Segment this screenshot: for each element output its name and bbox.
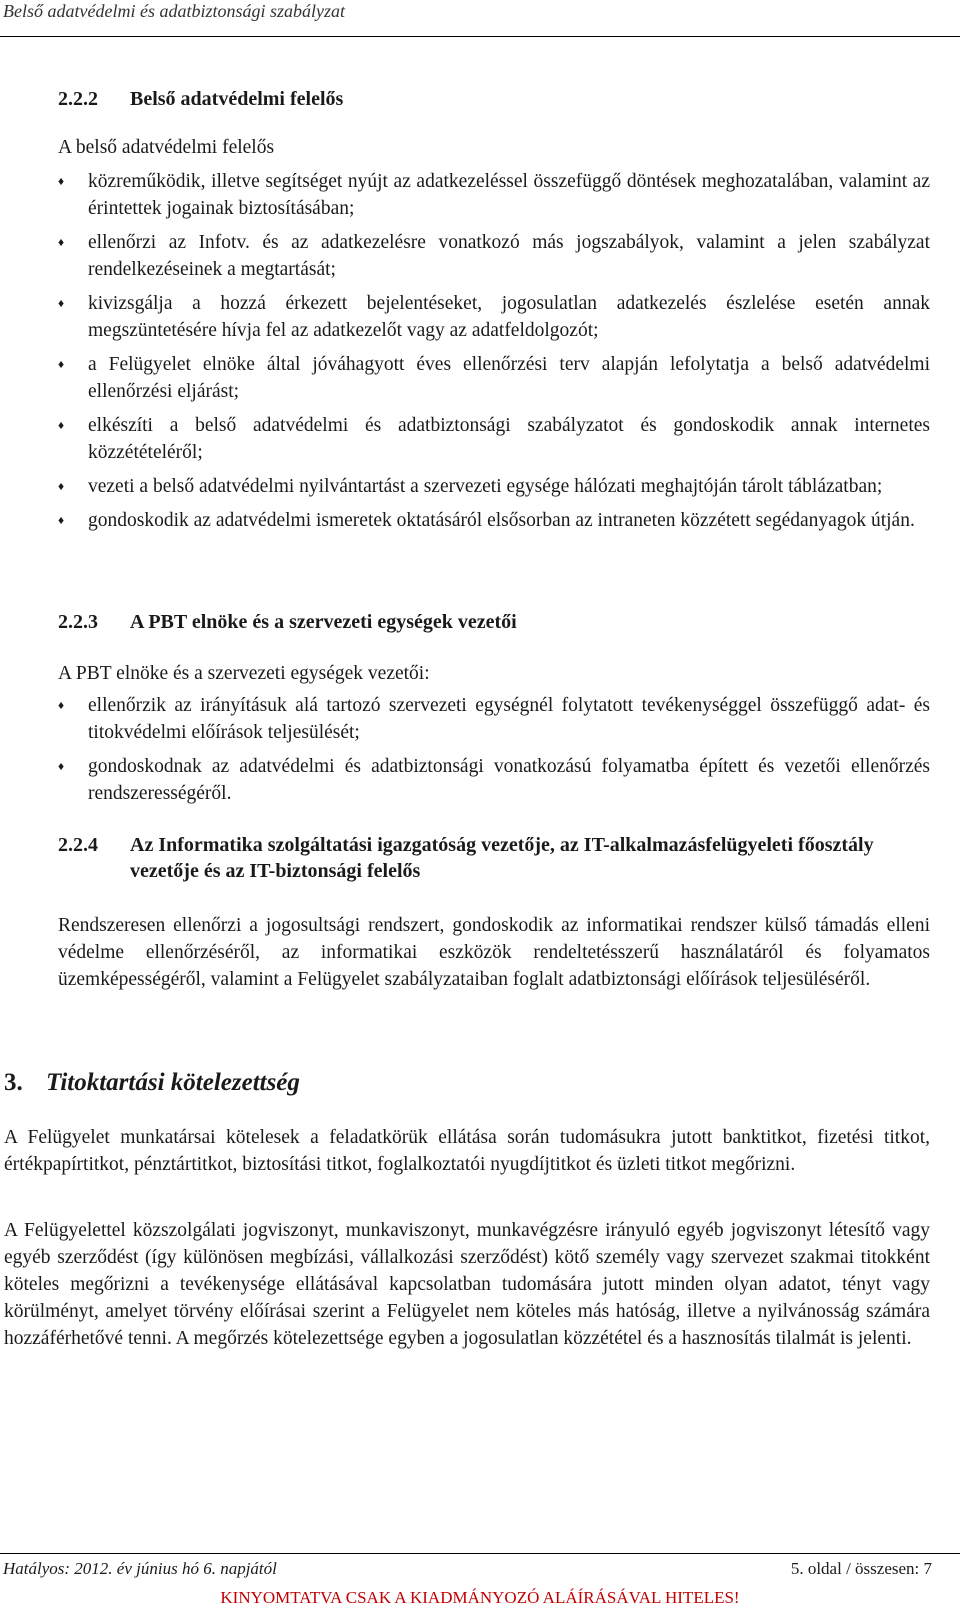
header-title: Belső adatvédelmi és adatbiztonsági szabályzat (3, 1, 345, 21)
footer-effective-date: Hatályos: 2012. év június hó 6. napjától (3, 1559, 277, 1578)
section-number: 2.2.3 (58, 611, 98, 633)
section-title: Az Informatika szolgáltatási igazgatóság vezetője, az IT-alkalmazásfelügyeleti főosztály vezetője és az IT-biztonsági felelős (130, 834, 874, 882)
section-heading-2-2-2 (58, 86, 343, 112)
section-title: A PBT elnöke és a szervezeti egységek vezetői (130, 611, 517, 633)
chapter-heading-3 (4, 1068, 300, 1098)
list-item: ♦ a Felügyelet elnöke által jóváhagyott éves ellenőrzési terv alapján lefolytatja a belső adatvédelmi ellenőrzési eljárást; (58, 351, 930, 405)
section-title: Belső adatvédelmi felelős (130, 88, 344, 110)
responsibility-list (58, 168, 930, 541)
list-item: ♦ gondoskodik az adatvédelmi ismeretek oktatásáról elsősorban az intraneten közzétett segédanyagok útján. (58, 507, 930, 534)
footer-page-number: 5. oldal / összesen: 7 (790, 1559, 932, 1578)
section-intro: A belső adatvédelmi felelős (58, 137, 275, 158)
section-body: Rendszeresen ellenőrzi a jogosultsági rendszert, gondoskodik az informatikai rendszer külső támadás elleni védelme ellenőrzéséről, az informatikai eszközök rendeltetésszerű használatáról és folyamatos üzemképességéről, valamint a Felügyelet szabályzataiban foglalt adatbiztonsági előírások teljesüléséről. (58, 915, 930, 990)
list-item: ♦ gondoskodnak az adatvédelmi és adatbiztonsági vonatkozású folyamatba épített és vezetői ellenőrzés rendszerességéről. (58, 753, 930, 807)
duties-list (58, 692, 930, 814)
paragraph: A Felügyelet munkatársai kötelesek a feladatkörük ellátása során tudomásukra jutott banktitkot, fizetési titkot, értékpapírtitkot, pénztártitkot, biztosítási titkot, foglalkoztatói nyugdíjtitkot és üzleti titkot megőrizni. (4, 1127, 930, 1175)
list-item: ♦ ellenőrzik az irányításuk alá tartozó szervezeti egységnél folytatott tevékenységgel összefüggő adat- és titokvédelmi előírások teljesülését; (58, 692, 930, 746)
page-header (0, 0, 960, 37)
footer-divider (0, 1553, 960, 1554)
footer-authenticity-warning: KINYOMTATVA CSAK A KIADMÁNYOZÓ ALÁÍRÁSÁVAL HITELES! (220, 1588, 740, 1607)
paragraph: A Felügyelettel közszolgálati jogviszonyt, munkaviszonyt, munkavégzésre irányuló egyéb jogviszonyt létesítő vagy egyéb szerződést (így különösen megbízási, vállalkozási szerződést) kötő személy vagy szervezet szakmai titokként köteles megőrizni a tevékenysége ellátásával kapcsolatban tudomására jutott minden olyan adatot, tényt vagy körülményt, amelyet törvény előírásai szerint a Felügyelet nem köteles más hatóság, illetve a nyilvánosság számára hozzáférhetővé tenni. A megőrzés kötelezettsége egyben a jogosulatlan közzététel és a hasznosítás tilalmát is jelenti. (4, 1220, 930, 1349)
chapter-title: Titoktartási kötelezettség (46, 1069, 300, 1096)
section-number: 2.2.4 (58, 834, 98, 856)
section-intro: A PBT elnöke és a szervezeti egységek vezetői: (58, 663, 430, 684)
list-item: ♦ kivizsgálja a hozzá érkezett bejelentéseket, jogosulatlan adatkezelés észlelése esetén annak megszüntetésére hívja fel az adatkezelőt vagy az adatfeldolgozót; (58, 290, 930, 344)
chapter-number: 3. (4, 1069, 23, 1096)
list-item: ♦ közreműködik, illetve segítséget nyújt az adatkezeléssel összefüggő döntések meghozatalában, valamint az érintettek jogainak biztosításában; (58, 168, 930, 222)
list-item: ♦ vezeti a belső adatvédelmi nyilvántartást a szervezeti egysége hálózati meghajtóján tárolt táblázatban; (58, 473, 930, 500)
list-item: ♦ ellenőrzi az Infotv. és az adatkezelésre vonatkozó más jogszabályok, valamint a jelen szabályzat rendelkezéseinek a megtartását; (58, 229, 930, 283)
section-heading-2-2-3 (58, 609, 517, 635)
section-heading-2-2-4 (58, 832, 930, 884)
section-number: 2.2.2 (58, 88, 98, 110)
list-item: ♦ elkészíti a belső adatvédelmi és adatbiztonsági szabályzatot és gondoskodik annak internetes közzétételéről; (58, 412, 930, 466)
